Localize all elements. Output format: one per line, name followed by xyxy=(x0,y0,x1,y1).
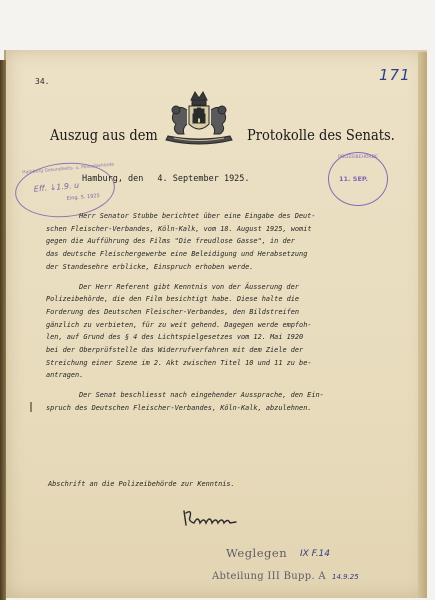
body-line: Der Herr Referent gibt Kenntnis von der Äusserung der xyxy=(79,282,299,291)
body-line: gegen die Aufführung des Films "Die freudlose Gasse", in der xyxy=(46,237,295,246)
body-line: schen Fleischer-Verbandes, Köln-Kalk, vom 18. August 1925, womit xyxy=(46,224,312,233)
handwritten-signature xyxy=(180,505,250,531)
body-line: Forderung des Deutschen Fleischer-Verbandes, den Bildstreifen xyxy=(46,307,300,316)
page-number: 34. xyxy=(35,77,50,86)
body-line: der Standesehre erblicke, Einspruch erhoben werde. xyxy=(46,262,254,271)
protocol-body xyxy=(46,210,406,415)
body-line: antragen. xyxy=(46,371,84,380)
body-line: das deutsche Fleischergewerbe eine Beleidigung und Herabsetzung xyxy=(46,250,308,259)
place-date-line xyxy=(82,174,250,184)
body-line: Streichung einer Szene im 2. Akt zwischen Titel 10 und 11 zu be- xyxy=(46,358,312,367)
body-line: gänzlich zu verbieten, für zu weit gehend. Dagegen werde empfoh- xyxy=(46,320,312,329)
weglegen-reference: IX F.14 xyxy=(300,549,331,559)
stamp-right-date: 11. SEP. xyxy=(339,175,368,183)
place-label: Hamburg, den xyxy=(82,174,144,184)
stamp-handwriting: Eff. ↓1.9. u xyxy=(33,180,80,194)
page-edge xyxy=(418,52,427,598)
title-right: Protokolle des Senats. xyxy=(247,128,395,144)
folio-number: 171 xyxy=(379,66,411,84)
hamburg-crest-icon xyxy=(160,90,238,152)
body-line: Polizeibehörde, die den Film besichtigt habe. Diese halte die xyxy=(46,295,300,304)
stamp-right-ring-text: POLIZEIBEHÖRDE xyxy=(338,155,378,160)
stamp-ring-text: Hamburg Gesundheits- u. Polizeibehörde xyxy=(22,162,115,176)
body-line: Der Senat beschliesst nach eingehender Aussprache, den Ein- xyxy=(79,391,324,400)
title-left: Auszug aus dem xyxy=(50,128,158,144)
body-line: len, auf Grund des § 4 des Lichtspielgesetzes vom 12. Mai 1920 xyxy=(46,333,304,342)
abteilung-date: 14.9.25 xyxy=(332,573,359,581)
binding-strip xyxy=(0,60,6,600)
paragraph-gap xyxy=(46,382,406,389)
body-line: bei der Oberprüfstelle das Widerrufverfahren mit dem Ziele der xyxy=(46,346,304,355)
abteilung-stamp: Abteilung III Bupp. A xyxy=(212,571,326,582)
stamp-sub-text: Eing. 5. 1925 xyxy=(66,193,101,202)
paragraph-gap xyxy=(46,274,406,281)
body-line: spruch des Deutschen Fleischer-Verbandes, Köln-Kalk, abzulehnen. xyxy=(46,403,312,412)
weglegen-stamp: Weglegen xyxy=(226,546,288,560)
document-date: 4. September 1925. xyxy=(157,174,250,184)
body-line: Herr Senator Stubbe berichtet über eine Eingabe des Deut- xyxy=(79,212,316,220)
copy-note: Abschrift an die Polizeibehörde zur Kenntnis. xyxy=(48,480,235,488)
receipt-stamp-right xyxy=(328,152,388,206)
pencil-mark xyxy=(30,402,32,412)
